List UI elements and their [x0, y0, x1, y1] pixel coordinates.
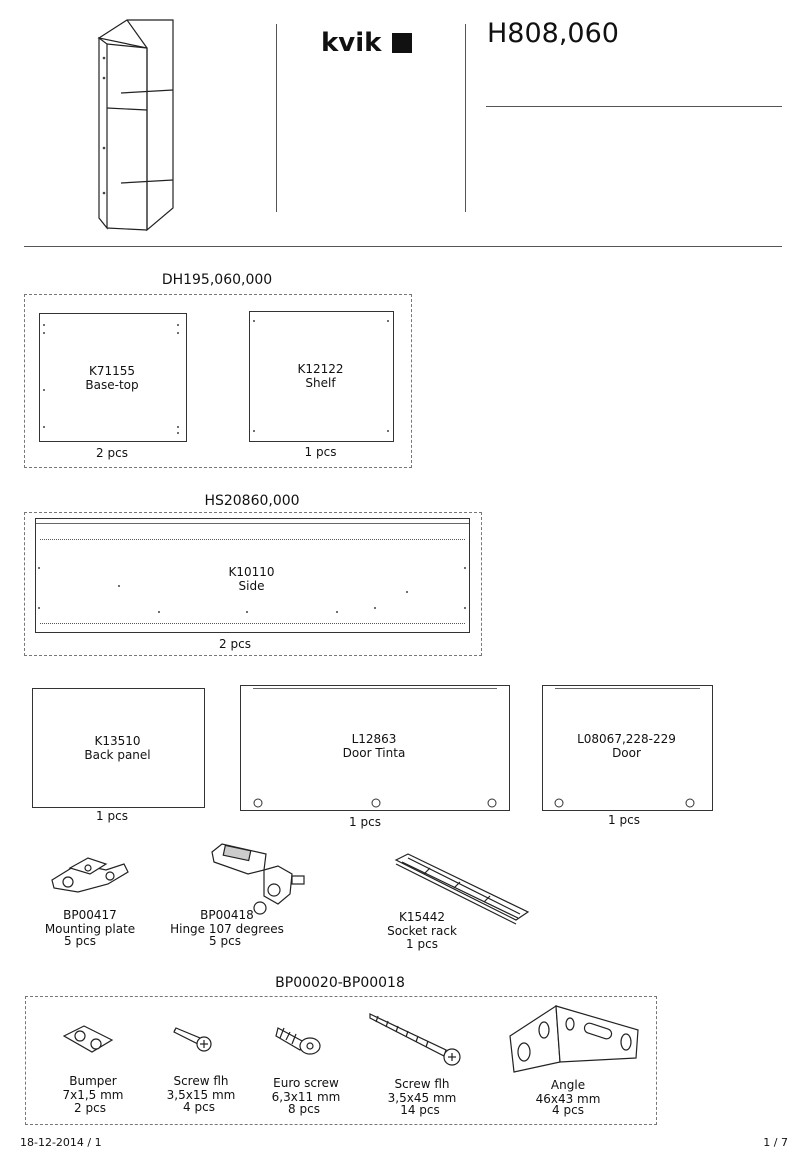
fitting-name-screw-short: Screw flh	[173, 1074, 229, 1088]
model-underline	[486, 106, 782, 107]
footer-date: 18-12-2014 / 1	[20, 1136, 102, 1149]
screw-short-icon	[170, 1024, 214, 1054]
bumper-icon	[62, 1022, 114, 1058]
hardware-qty-socket-rack: 1 pcs	[406, 937, 438, 951]
part-name-base-top: Base-top	[85, 378, 139, 392]
part-qty-back-panel: 1 pcs	[96, 809, 128, 823]
part-qty-shelf: 1 pcs	[304, 445, 337, 459]
hardware-name-socket-rack: Socket rack	[387, 924, 457, 938]
fitting-name-screw-long: Screw flh	[394, 1077, 450, 1091]
part-qty-door-tinta: 1 pcs	[349, 815, 381, 829]
fitting-qty-screw-long: 14 pcs	[400, 1103, 440, 1117]
brand-square-icon	[392, 33, 412, 53]
part-code-door-tinta: L12863	[351, 732, 397, 746]
part-name-back-panel: Back panel	[84, 748, 151, 762]
fitting-qty-screw-short: 4 pcs	[183, 1100, 215, 1114]
part-code-side: K10110	[228, 565, 275, 579]
fitting-size-screw-short: 3,5x15 mm	[166, 1088, 236, 1102]
screw-long-icon	[368, 1010, 464, 1068]
hardware-qty-mounting-plate: 5 pcs	[64, 934, 96, 948]
group-title-side: HS20860,000	[204, 493, 300, 509]
fitting-name-angle: Angle	[550, 1078, 586, 1092]
part-code-base-top: K71155	[88, 364, 136, 378]
hardware-code-socket-rack: K15442	[398, 910, 446, 924]
fitting-size-bumper: 7x1,5 mm	[62, 1088, 124, 1102]
angle-bracket-icon	[500, 1002, 645, 1074]
fitting-qty-euro-screw: 8 pcs	[288, 1102, 320, 1116]
cabinet-illustration	[85, 18, 190, 238]
fitting-size-angle: 46x43 mm	[535, 1092, 601, 1106]
mounting-plate-icon	[48, 850, 130, 900]
euro-screw-icon	[274, 1018, 326, 1058]
model-code: H808,060	[487, 18, 619, 49]
part-name-door: Door	[612, 746, 641, 760]
part-qty-side: 2 pcs	[219, 637, 251, 651]
brand-logo: kvik	[321, 28, 382, 58]
fitting-size-euro-screw: 6,3x11 mm	[271, 1090, 341, 1104]
part-code-back-panel: K13510	[94, 734, 141, 748]
group-title-fittings: BP00020-BP00018	[275, 975, 405, 991]
part-qty-base-top: 2 pcs	[96, 446, 128, 460]
header-divider-right	[465, 24, 466, 212]
hardware-code-hinge: BP00418	[200, 908, 254, 922]
group-title-base-top-shelf: DH195,060,000	[161, 272, 273, 288]
hardware-name-hinge: Hinge 107 degrees	[170, 922, 284, 936]
fitting-qty-bumper: 2 pcs	[74, 1101, 106, 1115]
part-name-side: Side	[238, 579, 265, 593]
header-separator	[24, 246, 782, 247]
part-code-door: L08067,228-229	[577, 732, 676, 746]
hardware-name-mounting-plate: Mounting plate	[44, 922, 136, 936]
fitting-name-euro-screw: Euro screw	[273, 1076, 339, 1090]
page-number: 1 / 7	[763, 1136, 788, 1149]
fitting-name-bumper: Bumper	[69, 1074, 117, 1088]
part-name-door-tinta: Door Tinta	[342, 746, 406, 760]
part-code-shelf: K12122	[297, 362, 344, 376]
hardware-code-mounting-plate: BP00417	[63, 908, 117, 922]
header-divider-left	[276, 24, 277, 212]
hardware-qty-hinge: 5 pcs	[209, 934, 241, 948]
part-qty-door: 1 pcs	[608, 813, 640, 827]
fitting-qty-angle: 4 pcs	[552, 1103, 584, 1117]
fitting-size-screw-long: 3,5x45 mm	[387, 1091, 457, 1105]
part-name-shelf: Shelf	[305, 376, 336, 390]
